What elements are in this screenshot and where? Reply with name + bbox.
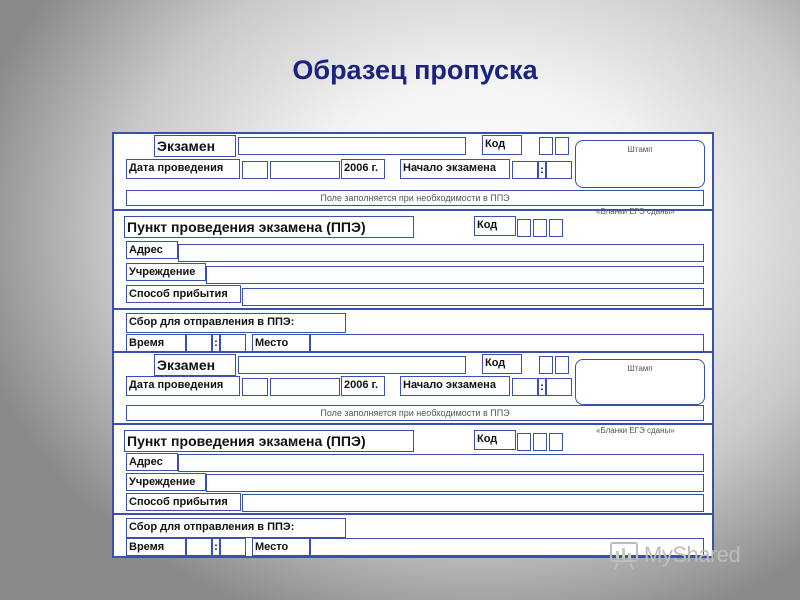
- chart-bars-icon: [608, 539, 640, 571]
- gather-label: Сбор для отправления в ППЭ:: [126, 518, 346, 538]
- code-cell[interactable]: [539, 137, 553, 155]
- ppe-code-cell[interactable]: [533, 433, 547, 451]
- stamp-box: Штамп: [575, 359, 705, 405]
- institution-field[interactable]: [206, 474, 704, 492]
- ppe-code-label: Код: [474, 216, 516, 236]
- start-minute-field[interactable]: [546, 378, 572, 396]
- ppe-code-label: Код: [474, 430, 516, 450]
- stamp-box: Штамп: [575, 140, 705, 188]
- date-label: Дата проведения: [126, 159, 240, 179]
- exam-section: [114, 134, 712, 211]
- watermark-text: MyShared: [644, 542, 741, 567]
- place-label: Место: [252, 334, 310, 352]
- exam-name-field[interactable]: [238, 356, 466, 374]
- code-label: Код: [482, 135, 522, 155]
- place-label: Место: [252, 538, 310, 556]
- ppe-label: Пункт проведения экзамена (ППЭ): [124, 430, 414, 452]
- date-month-field[interactable]: [270, 161, 340, 179]
- code-label: Код: [482, 354, 522, 374]
- start-label: Начало экзамена: [400, 159, 510, 179]
- ppe-code-cell[interactable]: [549, 433, 563, 451]
- blanks-note: «Бланки ЕГЭ сданы»: [596, 426, 675, 435]
- gather-minute-field[interactable]: [220, 334, 246, 352]
- address-field[interactable]: [178, 454, 704, 472]
- address-label: Адрес: [126, 453, 178, 471]
- ppe-code-cell[interactable]: [533, 219, 547, 237]
- gather-hour-field[interactable]: [186, 538, 212, 556]
- time-label: Время: [126, 538, 186, 556]
- exam-section: [114, 353, 712, 425]
- start-hour-field[interactable]: [512, 161, 538, 179]
- time-separator: :: [212, 538, 220, 556]
- pass-form: [112, 132, 714, 558]
- ppe-note: Поле заполняется при необходимости в ППЭ: [126, 405, 704, 421]
- date-month-field[interactable]: [270, 378, 340, 396]
- exam-label: Экзамен: [154, 354, 236, 376]
- ppe-section: [114, 207, 712, 310]
- gather-section: [114, 310, 712, 353]
- arrival-label: Способ прибытия: [126, 493, 241, 511]
- address-field[interactable]: [178, 244, 704, 262]
- exam-label: Экзамен: [154, 135, 236, 157]
- code-cell[interactable]: [555, 137, 569, 155]
- code-cell[interactable]: [539, 356, 553, 374]
- ppe-note: Поле заполняется при необходимости в ППЭ: [126, 190, 704, 206]
- arrival-field[interactable]: [242, 288, 704, 306]
- date-day-field[interactable]: [242, 378, 268, 396]
- time-separator: :: [538, 378, 546, 396]
- ppe-label: Пункт проведения экзамена (ППЭ): [124, 216, 414, 238]
- ppe-code-cell[interactable]: [517, 433, 531, 451]
- watermark-logo: [608, 537, 768, 573]
- ppe-code-cell[interactable]: [517, 219, 531, 237]
- page-title: Образец пропуска: [292, 55, 538, 85]
- gather-hour-field[interactable]: [186, 334, 212, 352]
- place-field[interactable]: [310, 334, 704, 352]
- time-separator: :: [212, 334, 220, 352]
- time-separator: :: [538, 161, 546, 179]
- arrival-label: Способ прибытия: [126, 285, 241, 303]
- date-label: Дата проведения: [126, 376, 240, 396]
- start-minute-field[interactable]: [546, 161, 572, 179]
- ppe-code-cell[interactable]: [549, 219, 563, 237]
- ppe-section: [114, 425, 712, 515]
- institution-field[interactable]: [206, 266, 704, 284]
- year-label: 2006 г.: [341, 376, 385, 396]
- institution-label: Учреждение: [126, 473, 206, 491]
- code-cell[interactable]: [555, 356, 569, 374]
- time-label: Время: [126, 334, 186, 352]
- institution-label: Учреждение: [126, 263, 206, 281]
- start-hour-field[interactable]: [512, 378, 538, 396]
- gather-label: Сбор для отправления в ППЭ:: [126, 313, 346, 333]
- address-label: Адрес: [126, 241, 178, 259]
- year-label: 2006 г.: [341, 159, 385, 179]
- date-day-field[interactable]: [242, 161, 268, 179]
- blanks-note: «Бланки ЕГЭ сданы»: [596, 207, 675, 216]
- arrival-field[interactable]: [242, 494, 704, 512]
- exam-name-field[interactable]: [238, 137, 466, 155]
- start-label: Начало экзамена: [400, 376, 510, 396]
- gather-minute-field[interactable]: [220, 538, 246, 556]
